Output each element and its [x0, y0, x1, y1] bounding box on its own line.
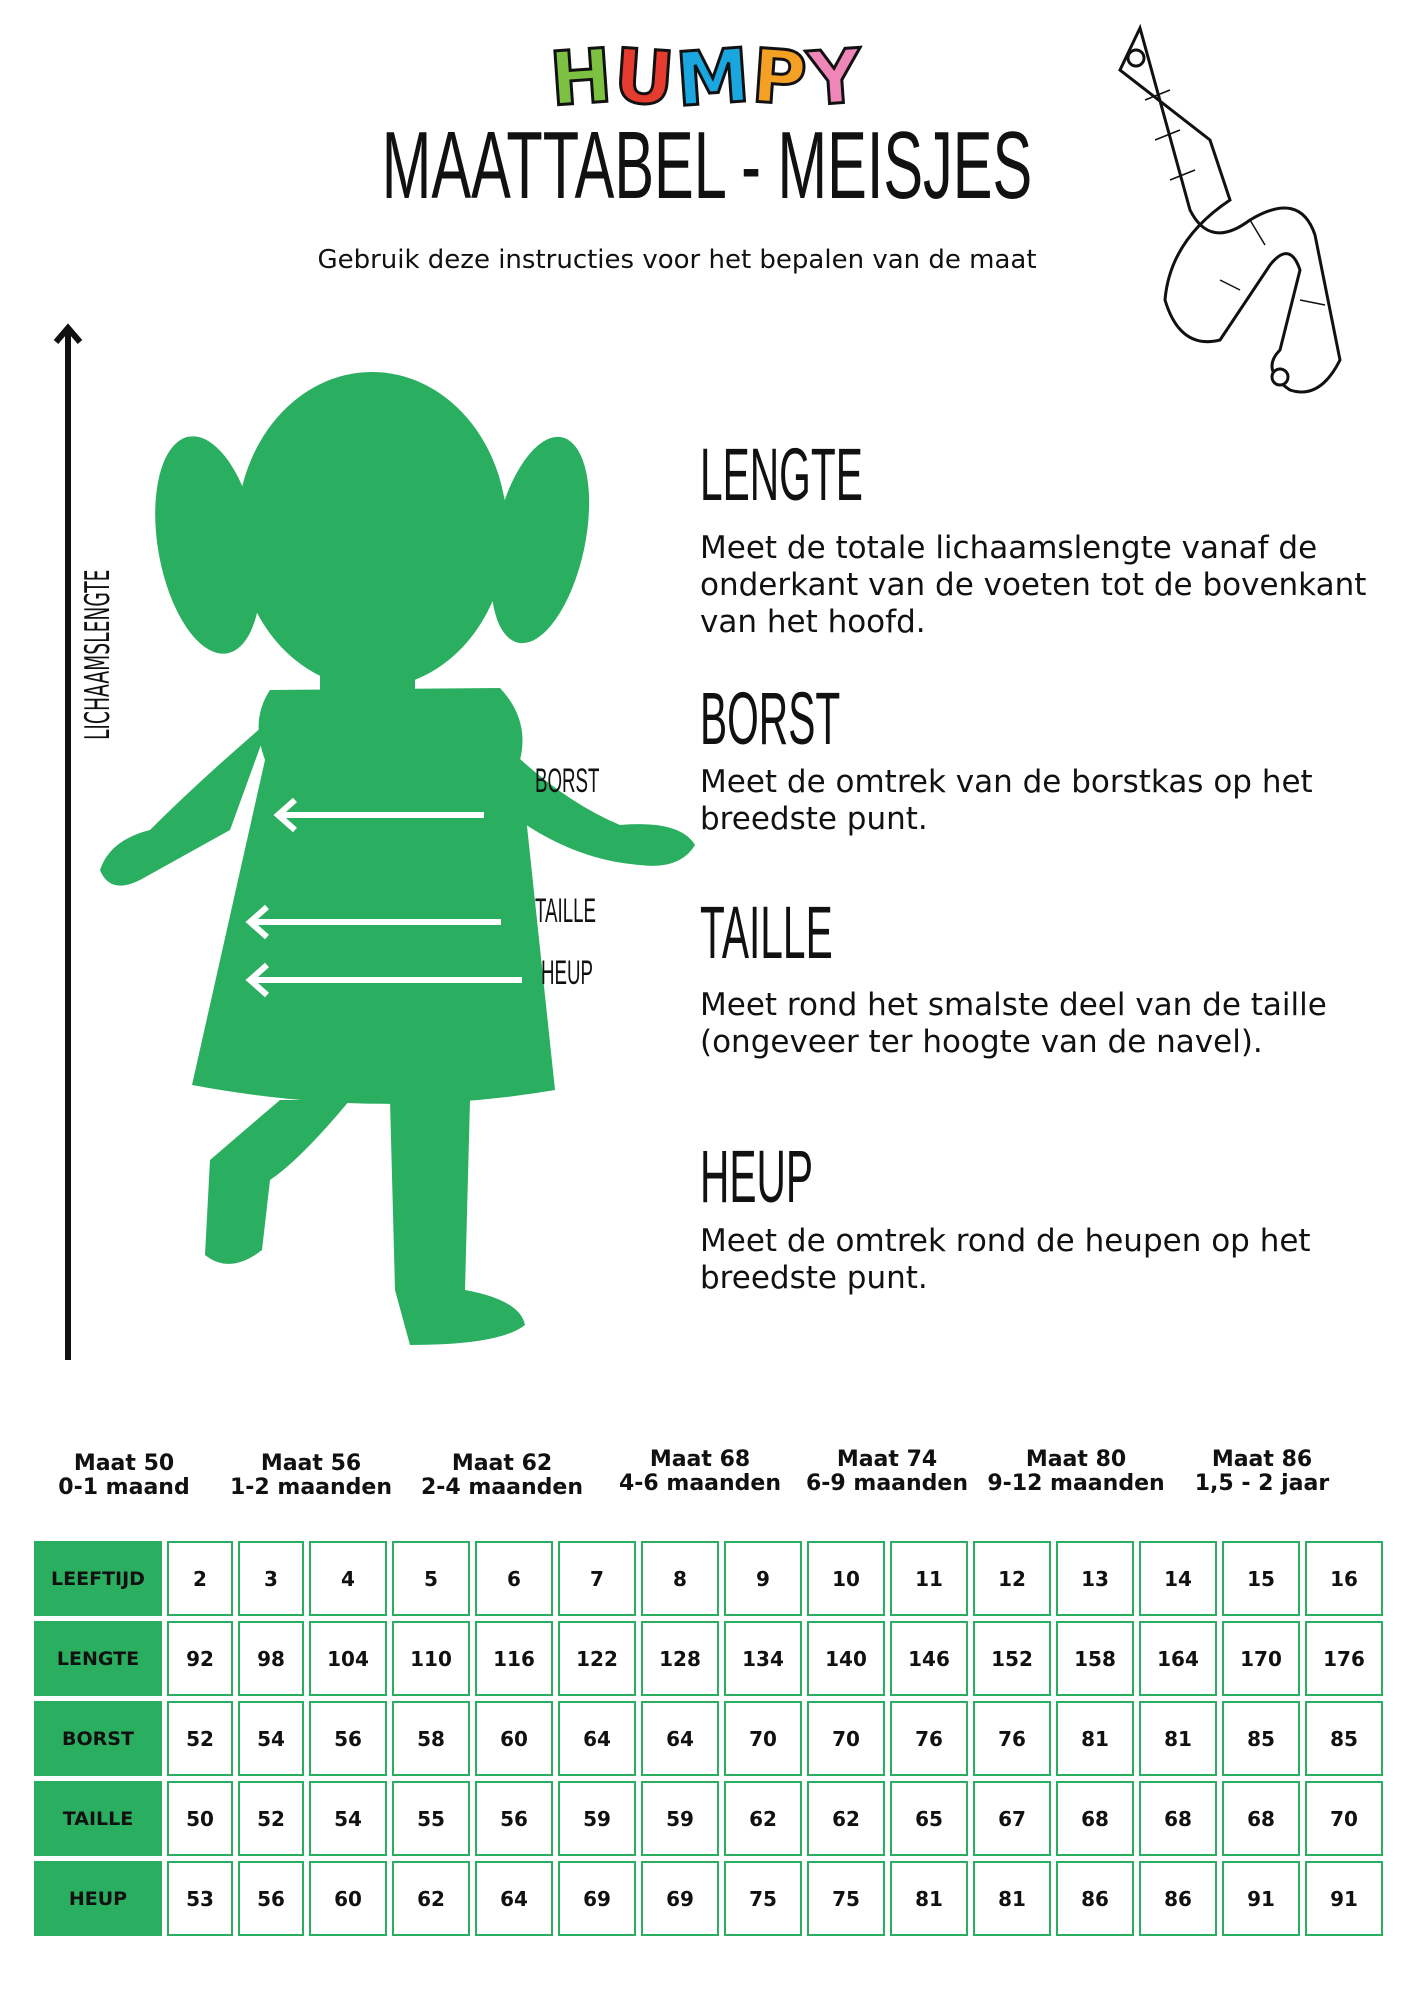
logo-letter: H — [547, 32, 618, 124]
table-cell: 54 — [309, 1781, 387, 1856]
table-cell: 76 — [890, 1701, 968, 1776]
table-cell: 58 — [392, 1701, 470, 1776]
size-label: Maat 74 — [836, 1447, 938, 1472]
table-cell: 12 — [973, 1541, 1051, 1616]
table-cell: 104 — [309, 1621, 387, 1696]
size-age: 4-6 maanden — [618, 1471, 781, 1496]
size-age: 6-9 maanden — [805, 1471, 968, 1496]
size-header — [797, 1448, 977, 1496]
table-cell: 15 — [1222, 1541, 1300, 1616]
size-label: Maat 62 — [451, 1451, 553, 1476]
table-cell: 56 — [309, 1701, 387, 1776]
table-cell: 13 — [1056, 1541, 1134, 1616]
table-cell: 81 — [1056, 1701, 1134, 1776]
table-cell: 92 — [167, 1621, 233, 1696]
size-header — [221, 1452, 401, 1500]
size-table — [29, 1536, 1388, 1941]
table-row — [34, 1621, 1383, 1696]
figure-label-taille: TAILLE — [535, 892, 596, 930]
size-age: 0-1 maand — [58, 1475, 190, 1500]
row-header: LEEFTIJD — [34, 1541, 162, 1616]
table-cell: 75 — [724, 1861, 802, 1936]
table-row — [34, 1541, 1383, 1616]
table-cell: 70 — [724, 1701, 802, 1776]
table-cell: 55 — [392, 1781, 470, 1856]
table-cell: 128 — [641, 1621, 719, 1696]
section-text-heup: Meet de omtrek rond de heupen op het breedste punt. — [700, 1223, 1311, 1296]
table-cell: 52 — [238, 1781, 304, 1856]
table-cell: 9 — [724, 1541, 802, 1616]
size-header — [34, 1452, 214, 1500]
size-header — [412, 1452, 592, 1500]
size-label: Maat 56 — [260, 1451, 362, 1476]
table-cell: 59 — [558, 1781, 636, 1856]
table-cell: 56 — [475, 1781, 553, 1856]
table-cell: 62 — [807, 1781, 885, 1856]
table-cell: 81 — [890, 1861, 968, 1936]
table-cell: 68 — [1139, 1781, 1217, 1856]
table-cell: 7 — [558, 1541, 636, 1616]
size-label: Maat 80 — [1025, 1447, 1127, 1472]
table-cell: 70 — [807, 1701, 885, 1776]
row-header: LENGTE — [34, 1621, 162, 1696]
section-heading-heup: HEUP — [700, 1135, 814, 1218]
table-cell: 68 — [1222, 1781, 1300, 1856]
table-cell: 3 — [238, 1541, 304, 1616]
size-label: Maat 86 — [1211, 1447, 1313, 1472]
table-cell: 140 — [807, 1621, 885, 1696]
table-cell: 2 — [167, 1541, 233, 1616]
table-cell: 91 — [1305, 1861, 1383, 1936]
section-heading-borst: BORST — [700, 677, 841, 760]
table-cell: 5 — [392, 1541, 470, 1616]
page-title: MAATTABEL - MEISJES — [381, 112, 1033, 219]
size-header — [610, 1448, 790, 1496]
section-heading-lengte: LENGTE — [700, 433, 863, 516]
body-length-label: LICHAAMSLENGTE — [78, 569, 118, 740]
table-cell: 65 — [890, 1781, 968, 1856]
logo-letter: P — [748, 33, 812, 123]
table-cell: 54 — [238, 1701, 304, 1776]
table-cell: 134 — [724, 1621, 802, 1696]
table-cell: 59 — [641, 1781, 719, 1856]
table-cell: 170 — [1222, 1621, 1300, 1696]
table-cell: 70 — [1305, 1781, 1383, 1856]
table-cell: 69 — [641, 1861, 719, 1936]
table-row — [34, 1781, 1383, 1856]
table-cell: 69 — [558, 1861, 636, 1936]
logo-letter: M — [673, 32, 755, 124]
girl-silhouette — [0, 0, 720, 1400]
table-cell: 146 — [890, 1621, 968, 1696]
section-heading-taille: TAILLE — [700, 891, 833, 974]
table-cell: 4 — [309, 1541, 387, 1616]
table-cell: 85 — [1305, 1701, 1383, 1776]
table-cell: 11 — [890, 1541, 968, 1616]
table-cell: 152 — [973, 1621, 1051, 1696]
table-cell: 10 — [807, 1541, 885, 1616]
table-cell: 86 — [1056, 1861, 1134, 1936]
table-cell: 67 — [973, 1781, 1051, 1856]
table-cell: 64 — [558, 1701, 636, 1776]
table-cell: 98 — [238, 1621, 304, 1696]
size-label: Maat 68 — [649, 1447, 751, 1472]
row-header: HEUP — [34, 1861, 162, 1936]
table-cell: 81 — [1139, 1701, 1217, 1776]
size-age: 2-4 maanden — [420, 1475, 583, 1500]
table-cell: 53 — [167, 1861, 233, 1936]
size-header — [1172, 1448, 1352, 1496]
table-row — [34, 1861, 1383, 1936]
table-cell: 52 — [167, 1701, 233, 1776]
logo-letter: Y — [805, 33, 867, 123]
table-cell: 64 — [641, 1701, 719, 1776]
table-cell: 6 — [475, 1541, 553, 1616]
measuring-tape-icon — [1100, 20, 1400, 410]
table-cell: 76 — [973, 1701, 1051, 1776]
table-cell: 116 — [475, 1621, 553, 1696]
table-cell: 56 — [238, 1861, 304, 1936]
table-cell: 164 — [1139, 1621, 1217, 1696]
subtitle: Gebruik deze instructies voor het bepalen van de maat — [317, 245, 1037, 275]
section-text-lengte: Meet de totale lichaamslengte vanaf de onderkant van de voeten tot de bovenkant van het hoofd. — [700, 530, 1367, 640]
table-cell: 91 — [1222, 1861, 1300, 1936]
row-header: TAILLE — [34, 1781, 162, 1856]
table-cell: 62 — [724, 1781, 802, 1856]
size-age: 1-2 maanden — [229, 1475, 392, 1500]
table-cell: 64 — [475, 1861, 553, 1936]
table-cell: 16 — [1305, 1541, 1383, 1616]
table-cell: 122 — [558, 1621, 636, 1696]
table-cell: 60 — [475, 1701, 553, 1776]
table-cell: 110 — [392, 1621, 470, 1696]
table-cell: 81 — [973, 1861, 1051, 1936]
size-header — [986, 1448, 1166, 1496]
table-cell: 86 — [1139, 1861, 1217, 1936]
size-age: 9-12 maanden — [987, 1471, 1165, 1496]
section-text-borst: Meet de omtrek van de borstkas op het breedste punt. — [700, 764, 1313, 837]
size-age: 1,5 - 2 jaar — [1194, 1471, 1330, 1496]
table-cell: 50 — [167, 1781, 233, 1856]
figure-label-heup: HEUP — [541, 954, 593, 992]
size-label: Maat 50 — [73, 1451, 175, 1476]
row-header: BORST — [34, 1701, 162, 1776]
table-row — [34, 1701, 1383, 1776]
figure-label-borst: BORST — [535, 762, 600, 800]
section-text-taille: Meet rond het smalste deel van de taille (ongeveer ter hoogte van de navel). — [700, 987, 1327, 1060]
logo-letter: U — [611, 32, 680, 124]
table-cell: 60 — [309, 1861, 387, 1936]
table-cell: 85 — [1222, 1701, 1300, 1776]
table-cell: 62 — [392, 1861, 470, 1936]
table-cell: 14 — [1139, 1541, 1217, 1616]
table-cell: 75 — [807, 1861, 885, 1936]
table-cell: 158 — [1056, 1621, 1134, 1696]
table-cell: 68 — [1056, 1781, 1134, 1856]
table-cell: 8 — [641, 1541, 719, 1616]
table-cell: 176 — [1305, 1621, 1383, 1696]
